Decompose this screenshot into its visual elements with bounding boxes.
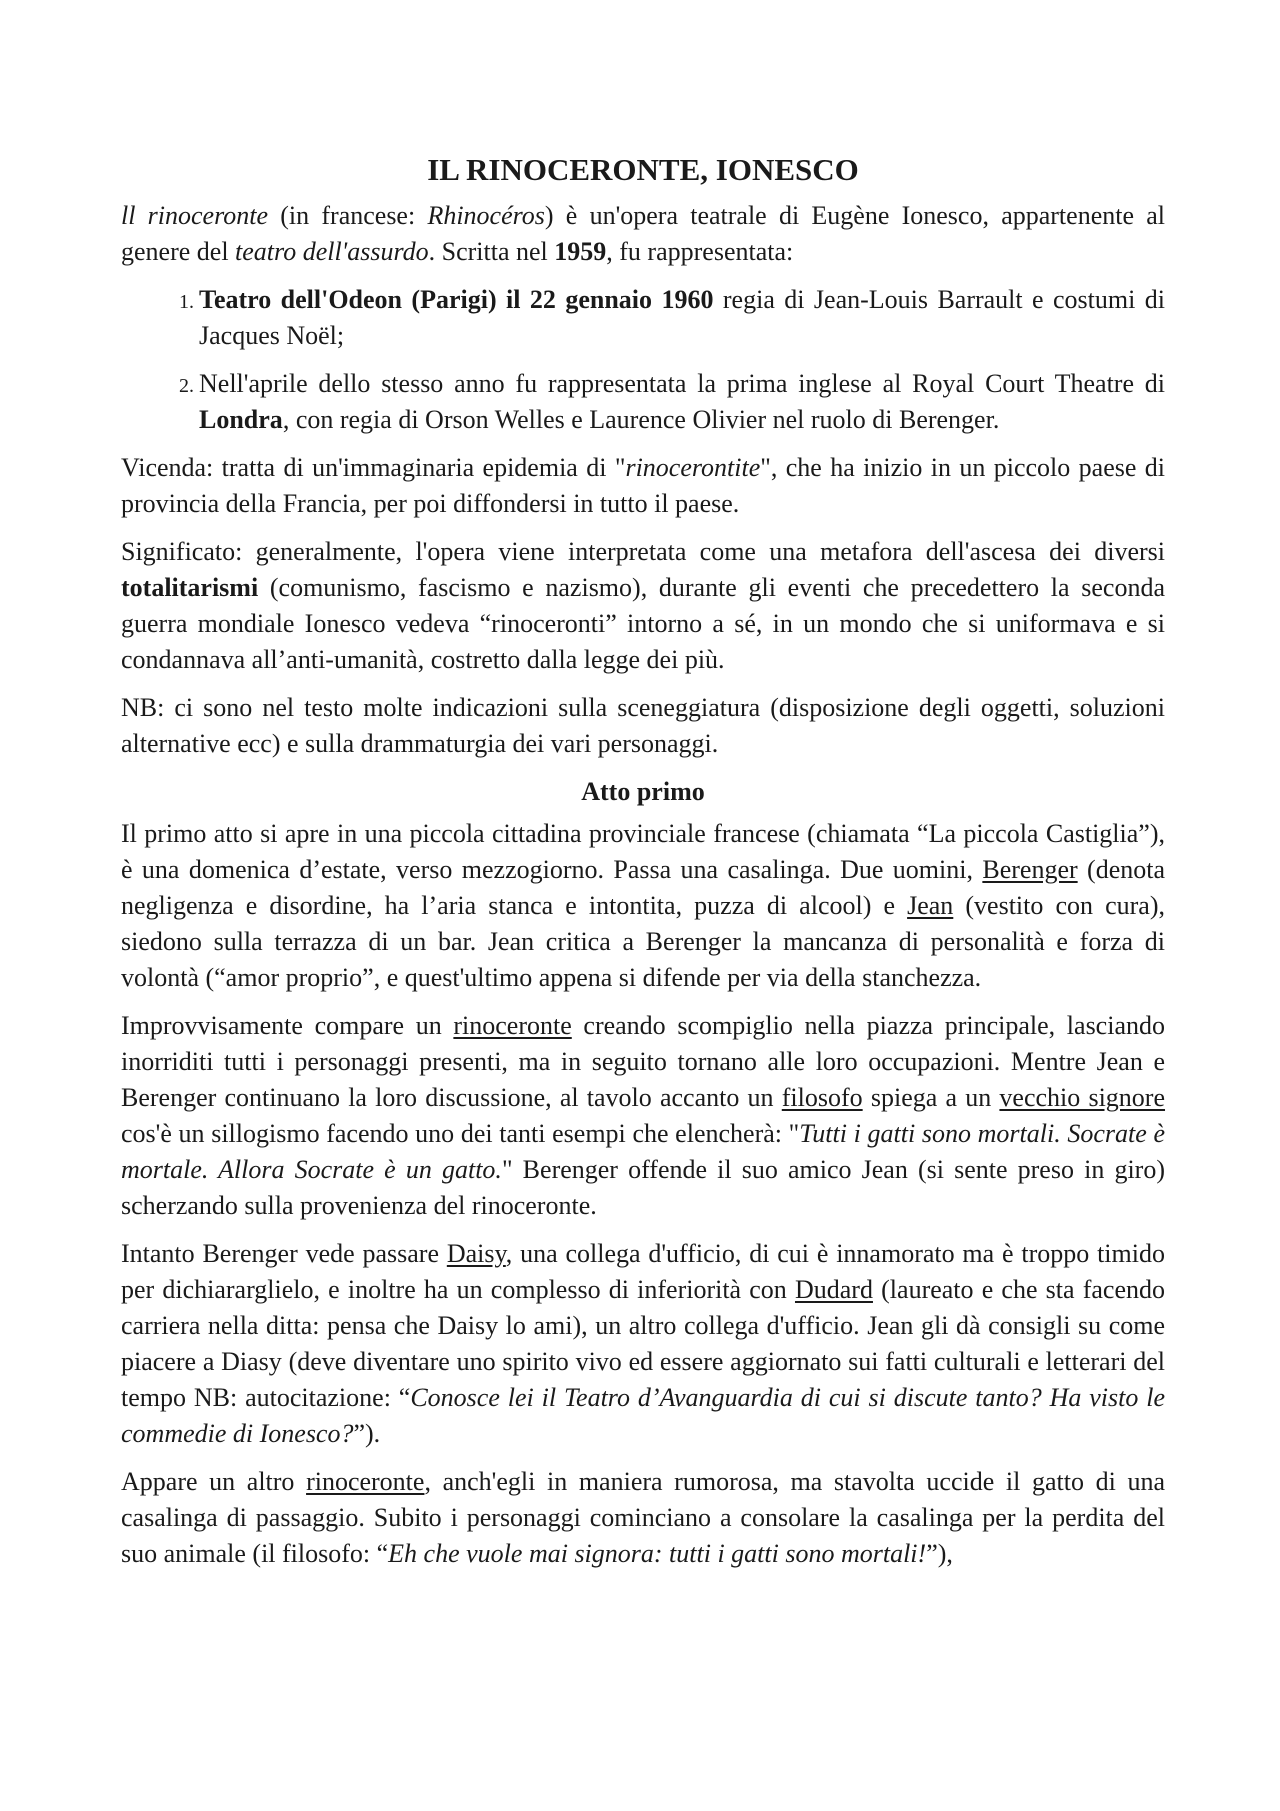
- section-heading: Atto primo: [581, 777, 705, 806]
- quote-italic: Tutti i gatti sono mortali. Socrate è mortale. Allora Socrate è un gatto.: [121, 1119, 1165, 1184]
- work-title-italic: ll rinoceronte: [121, 201, 269, 230]
- text-span: (denota negligenza e disordine, ha l’aria stanca e intontita, puzza di alcool) e: [121, 855, 1165, 920]
- character-name: filosofo: [781, 1083, 863, 1112]
- character-name: rinoceronte: [306, 1467, 425, 1496]
- nb-paragraph: NB: ci sono nel testo molte indicazioni sulla sceneggiatura (disposizione degli oggetti, soluzioni alternative ecc) e sulla drammaturgia dei vari personaggi.: [121, 693, 1165, 758]
- text-span: Appare un altro: [121, 1467, 307, 1496]
- french-title-italic: Rhinocéros: [427, 201, 545, 230]
- character-name: vecchio signore: [999, 1083, 1166, 1112]
- list-item-bold: Teatro dell'Odeon (Parigi) il 22 gennaio 1960: [199, 285, 714, 314]
- text-span: (vestito con cura), siedono sulla terrazza di un bar. Jean critica a Berenger la mancanza di personalità e forza di volontà (“amor proprio”, e quest'ultimo appena si difende per via della stanchezza.: [121, 891, 1165, 992]
- document-page: [121, 150, 1165, 1584]
- list-item-bold: Londra: [199, 405, 283, 434]
- text-span: " Berenger offende il suo amico Jean (si sente preso in giro) scherzando sulla provenienza del rinoceronte.: [121, 1155, 1165, 1220]
- vicenda-paragraph: [121, 450, 1165, 522]
- list-item: [199, 282, 1165, 354]
- character-name: Berenger: [982, 855, 1078, 884]
- intro-paragraph: [121, 198, 1165, 270]
- genre-italic: teatro dell'assurdo: [235, 237, 429, 266]
- atto-paragraph-2: [121, 1008, 1165, 1224]
- list-item-text: , con regia di Orson Welles e Laurence Olivier nel ruolo di Berenger.: [282, 405, 1000, 434]
- significato-paragraph: [121, 534, 1165, 678]
- character-name: Dudard: [794, 1275, 873, 1304]
- bold-term: totalitarismi: [121, 573, 259, 602]
- document-title: IL RINOCERONTE, IONESCO: [427, 152, 859, 187]
- text-span: , fu rappresentata:: [606, 237, 794, 266]
- text-span: Vicenda: tratta di un'immaginaria epidemia di ": [121, 453, 626, 482]
- text-span: ) è un'opera teatrale di Eugène Ionesco, appartenente al genere del: [121, 201, 1165, 266]
- text-span: (in francese:: [268, 201, 428, 230]
- character-name: Daisy: [446, 1239, 506, 1268]
- text-span: spiega a un: [862, 1083, 1000, 1112]
- character-name: Jean: [907, 891, 954, 920]
- year-bold: 1959: [554, 237, 607, 266]
- quote-italic: Eh che vuole mai signora: tutti i gatti sono mortali!: [388, 1539, 927, 1568]
- atto-paragraph-4: [121, 1464, 1165, 1572]
- text-span: ”).: [353, 1419, 381, 1448]
- text-span: , anch'egli in maniera rumorosa, ma stavolta uccide il gatto di una casalinga di passaggio. Subito i personaggi cominciano a consolare la casalinga per la perdita del suo animale (il filosofo: “: [121, 1467, 1165, 1568]
- text-span: , una collega d'ufficio, di cui è innamorato ma è troppo timido per dichiararglielo, e inoltre ha un complesso di inferiorità con: [121, 1239, 1165, 1304]
- text-span: creando scompiglio nella piazza principale, lasciando inorriditi tutti i personaggi presenti, ma in seguito tornano alle loro occupazioni. Mentre Jean e Berenger continuano la loro discussione, al tavolo accanto un: [121, 1011, 1165, 1112]
- text-span: cos'è un sillogismo facendo uno dei tanti esempi che elencherà: ": [121, 1119, 800, 1148]
- quote-italic: Conosce lei il Teatro d’Avanguardia di cui si discute tanto? Ha visto le commedie di Ionesco?: [121, 1383, 1165, 1448]
- text-span: ”),: [926, 1539, 953, 1568]
- text-span: (comunismo, fascismo e nazismo), durante gli eventi che precedettero la seconda guerra mondiale Ionesco vedeva “rinoceronti” intorno a sé, in un mondo che si uniformava e si condannava all’anti-umanità, costretto dalla legge dei più.: [121, 573, 1165, 674]
- text-span: (laureato e che sta facendo carriera nella ditta: pensa che Daisy lo ami), un altro collega d'ufficio. Jean gli dà consigli su come piacere a Diasy (deve diventare uno spirito vivo ed essere aggiornato sui fatti culturali e letterari del tempo NB: autocitazione: “: [121, 1275, 1165, 1412]
- text-span: Significato: generalmente, l'opera viene interpretata come una metafora dell'ascesa dei diversi: [121, 537, 1165, 566]
- text-span: Improvvisamente compare un: [121, 1011, 454, 1040]
- text-span: . Scritta nel: [428, 237, 555, 266]
- atto-paragraph-3: [121, 1236, 1165, 1452]
- atto-paragraph-1: [121, 816, 1165, 996]
- list-item-text: Nell'aprile dello stesso anno fu rappresentata la prima inglese al Royal Court Theatre di: [199, 369, 1165, 398]
- text-span: Il primo atto si apre in una piccola cittadina provinciale francese (chiamata “La piccola Castiglia”), è una domenica d’estate, verso mezzogiorno. Passa una casalinga. Due uomini,: [121, 819, 1165, 884]
- text-span: Intanto Berenger vede passare: [121, 1239, 447, 1268]
- performances-list: [121, 282, 1165, 438]
- character-name: rinoceronte: [453, 1011, 572, 1040]
- list-item-text: regia di Jean-Louis Barrault e costumi di Jacques Noël;: [199, 285, 1165, 350]
- text-span: ", che ha inizio in un piccolo paese di provincia della Francia, per poi diffondersi in tutto il paese.: [121, 453, 1165, 518]
- italic-term: rinocerontite: [625, 453, 761, 482]
- list-item: [199, 366, 1165, 438]
